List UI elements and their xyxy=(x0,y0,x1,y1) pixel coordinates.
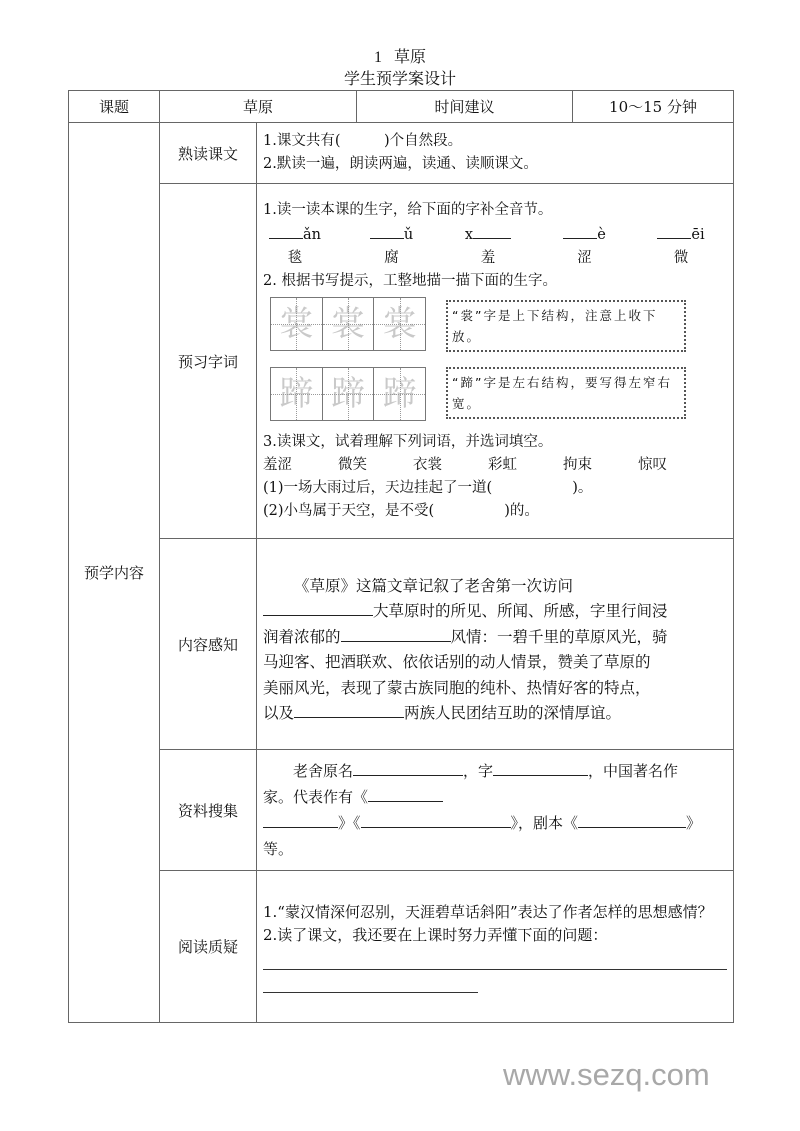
courtesy-name-blank[interactable] xyxy=(493,759,588,776)
section-label: 预学内容 xyxy=(69,123,160,1023)
tracing-cell: 裳 xyxy=(374,298,425,350)
writing-hint-2: “蹄”字是左右结构，要写得左窄右宽。 xyxy=(446,367,686,419)
lesson-name: 草原 xyxy=(393,47,426,66)
research-content: 老舍原名 ，字 ，中国著名作 家。代表作有《 》《 》，剧本《 》 等。 xyxy=(257,750,734,871)
questions-label: 阅读质疑 xyxy=(160,871,257,1023)
research-label: 资料搜集 xyxy=(160,750,257,871)
vocab-q1: 1.读一读本课的生字，给下面的字补全音节。 xyxy=(263,202,553,218)
word: 拘束 xyxy=(563,457,592,473)
header-row xyxy=(69,91,734,123)
hanzi-char: 涩 xyxy=(577,250,592,266)
answer-line-1[interactable] xyxy=(263,947,727,970)
pinyin-item[interactable]: ǎn xyxy=(263,222,327,247)
reading-item-1: 1.课文共有( )个自然段。 xyxy=(263,133,463,149)
tracing-grid-2[interactable] xyxy=(270,367,426,421)
hanzi-char: 微 xyxy=(673,250,689,266)
row-reading xyxy=(69,123,734,184)
tracing-cell: 蹄 xyxy=(323,368,375,420)
perception-content: 《草原》这篇文章记叙了老舍第一次访问 大草原时的所见、所闻、所感，字里行间浸 润着浓郁的 风情：一碧千里的草原风光，骑 马迎客、把酒联欢、依依话别的动人情景，赞美了草原的 美丽风光，表现了蒙古族同胞的纯朴、热情好客的特点， 以及 两族人民团结互助的深情厚谊。 xyxy=(257,539,734,750)
row-research xyxy=(69,750,734,871)
time-label: 时间建议 xyxy=(357,91,573,123)
document-subtitle: 学生预学案设计 xyxy=(343,69,456,88)
hanzi-row xyxy=(263,247,727,270)
work-blank-1[interactable] xyxy=(368,785,443,802)
word: 衣裳 xyxy=(413,457,442,473)
pinyin-item[interactable]: ǔ xyxy=(360,222,424,247)
pinyin-item[interactable]: ēi xyxy=(649,222,713,247)
pinyin-item[interactable]: è xyxy=(553,222,617,247)
vocab-label: 预习字词 xyxy=(160,184,257,539)
question-1: 1.“蒙汉情深何忍别，天涯碧草话斜阳”表达了作者怎样的思想感情？ xyxy=(263,902,713,921)
questions-content xyxy=(257,871,734,1023)
word: 微笑 xyxy=(338,457,367,473)
row-vocab xyxy=(69,184,734,539)
work-blank-2[interactable] xyxy=(361,811,511,828)
question-2: 2.读了课文，我还要在上课时努力弄懂下面的问题： xyxy=(263,925,608,944)
perception-blank-2[interactable] xyxy=(341,625,451,642)
row-questions xyxy=(69,871,734,1023)
topic-value: 草原 xyxy=(160,91,357,123)
tracing-cell: 蹄 xyxy=(374,368,425,420)
vocab-q2: 2. 根据书写提示，工整地描一描下面的生字。 xyxy=(263,273,557,289)
pinyin-item[interactable]: x xyxy=(456,222,520,247)
time-value: 10～15 分钟 xyxy=(573,91,734,123)
vocab-content xyxy=(257,184,734,539)
writing-hint-1: “裳”字是上下结构，注意上收下放。 xyxy=(446,300,686,352)
play-blank[interactable] xyxy=(578,811,686,828)
row-perception xyxy=(69,539,734,750)
real-name-blank[interactable] xyxy=(353,759,463,776)
reading-label: 熟读课文 xyxy=(160,123,257,184)
lesson-title xyxy=(0,44,800,67)
reading-content xyxy=(257,123,734,184)
fill-sentence-2: (2)小鸟属于天空，是不受( )的。 xyxy=(263,503,539,519)
word: 惊叹 xyxy=(638,457,667,473)
fill-sentence-1: (1)一场大雨过后，天边挂起了一道( )。 xyxy=(263,480,593,496)
perception-label: 内容感知 xyxy=(160,539,257,750)
writing-practice xyxy=(263,293,727,431)
topic-label: 课题 xyxy=(69,91,160,123)
prestudy-table xyxy=(68,90,734,1023)
word: 彩虹 xyxy=(488,457,517,473)
watermark: www.sezq.com xyxy=(503,1057,710,1092)
tracing-cell: 蹄 xyxy=(271,368,323,420)
vocab-q3: 3.读课文，试着理解下列词语，并选词填空。 xyxy=(263,434,553,450)
pinyin-row xyxy=(263,222,727,247)
tracing-cell: 裳 xyxy=(271,298,323,350)
tracing-cell: 裳 xyxy=(323,298,375,350)
hanzi-char: 腐 xyxy=(384,250,399,266)
perception-blank-1[interactable] xyxy=(263,599,373,616)
reading-item-2: 2.默读一遍，朗读两遍，读通、读顺课文。 xyxy=(263,156,538,172)
work-blank-1b[interactable] xyxy=(263,811,338,828)
word: 羞涩 xyxy=(263,457,292,473)
lesson-number: 1 xyxy=(373,49,382,66)
word-list xyxy=(263,454,727,477)
hanzi-char: 羞 xyxy=(480,250,496,266)
perception-blank-3[interactable] xyxy=(294,701,404,718)
tracing-grid-1[interactable] xyxy=(270,297,426,351)
hanzi-char: 毯 xyxy=(287,250,303,266)
answer-line-2[interactable] xyxy=(263,970,478,993)
